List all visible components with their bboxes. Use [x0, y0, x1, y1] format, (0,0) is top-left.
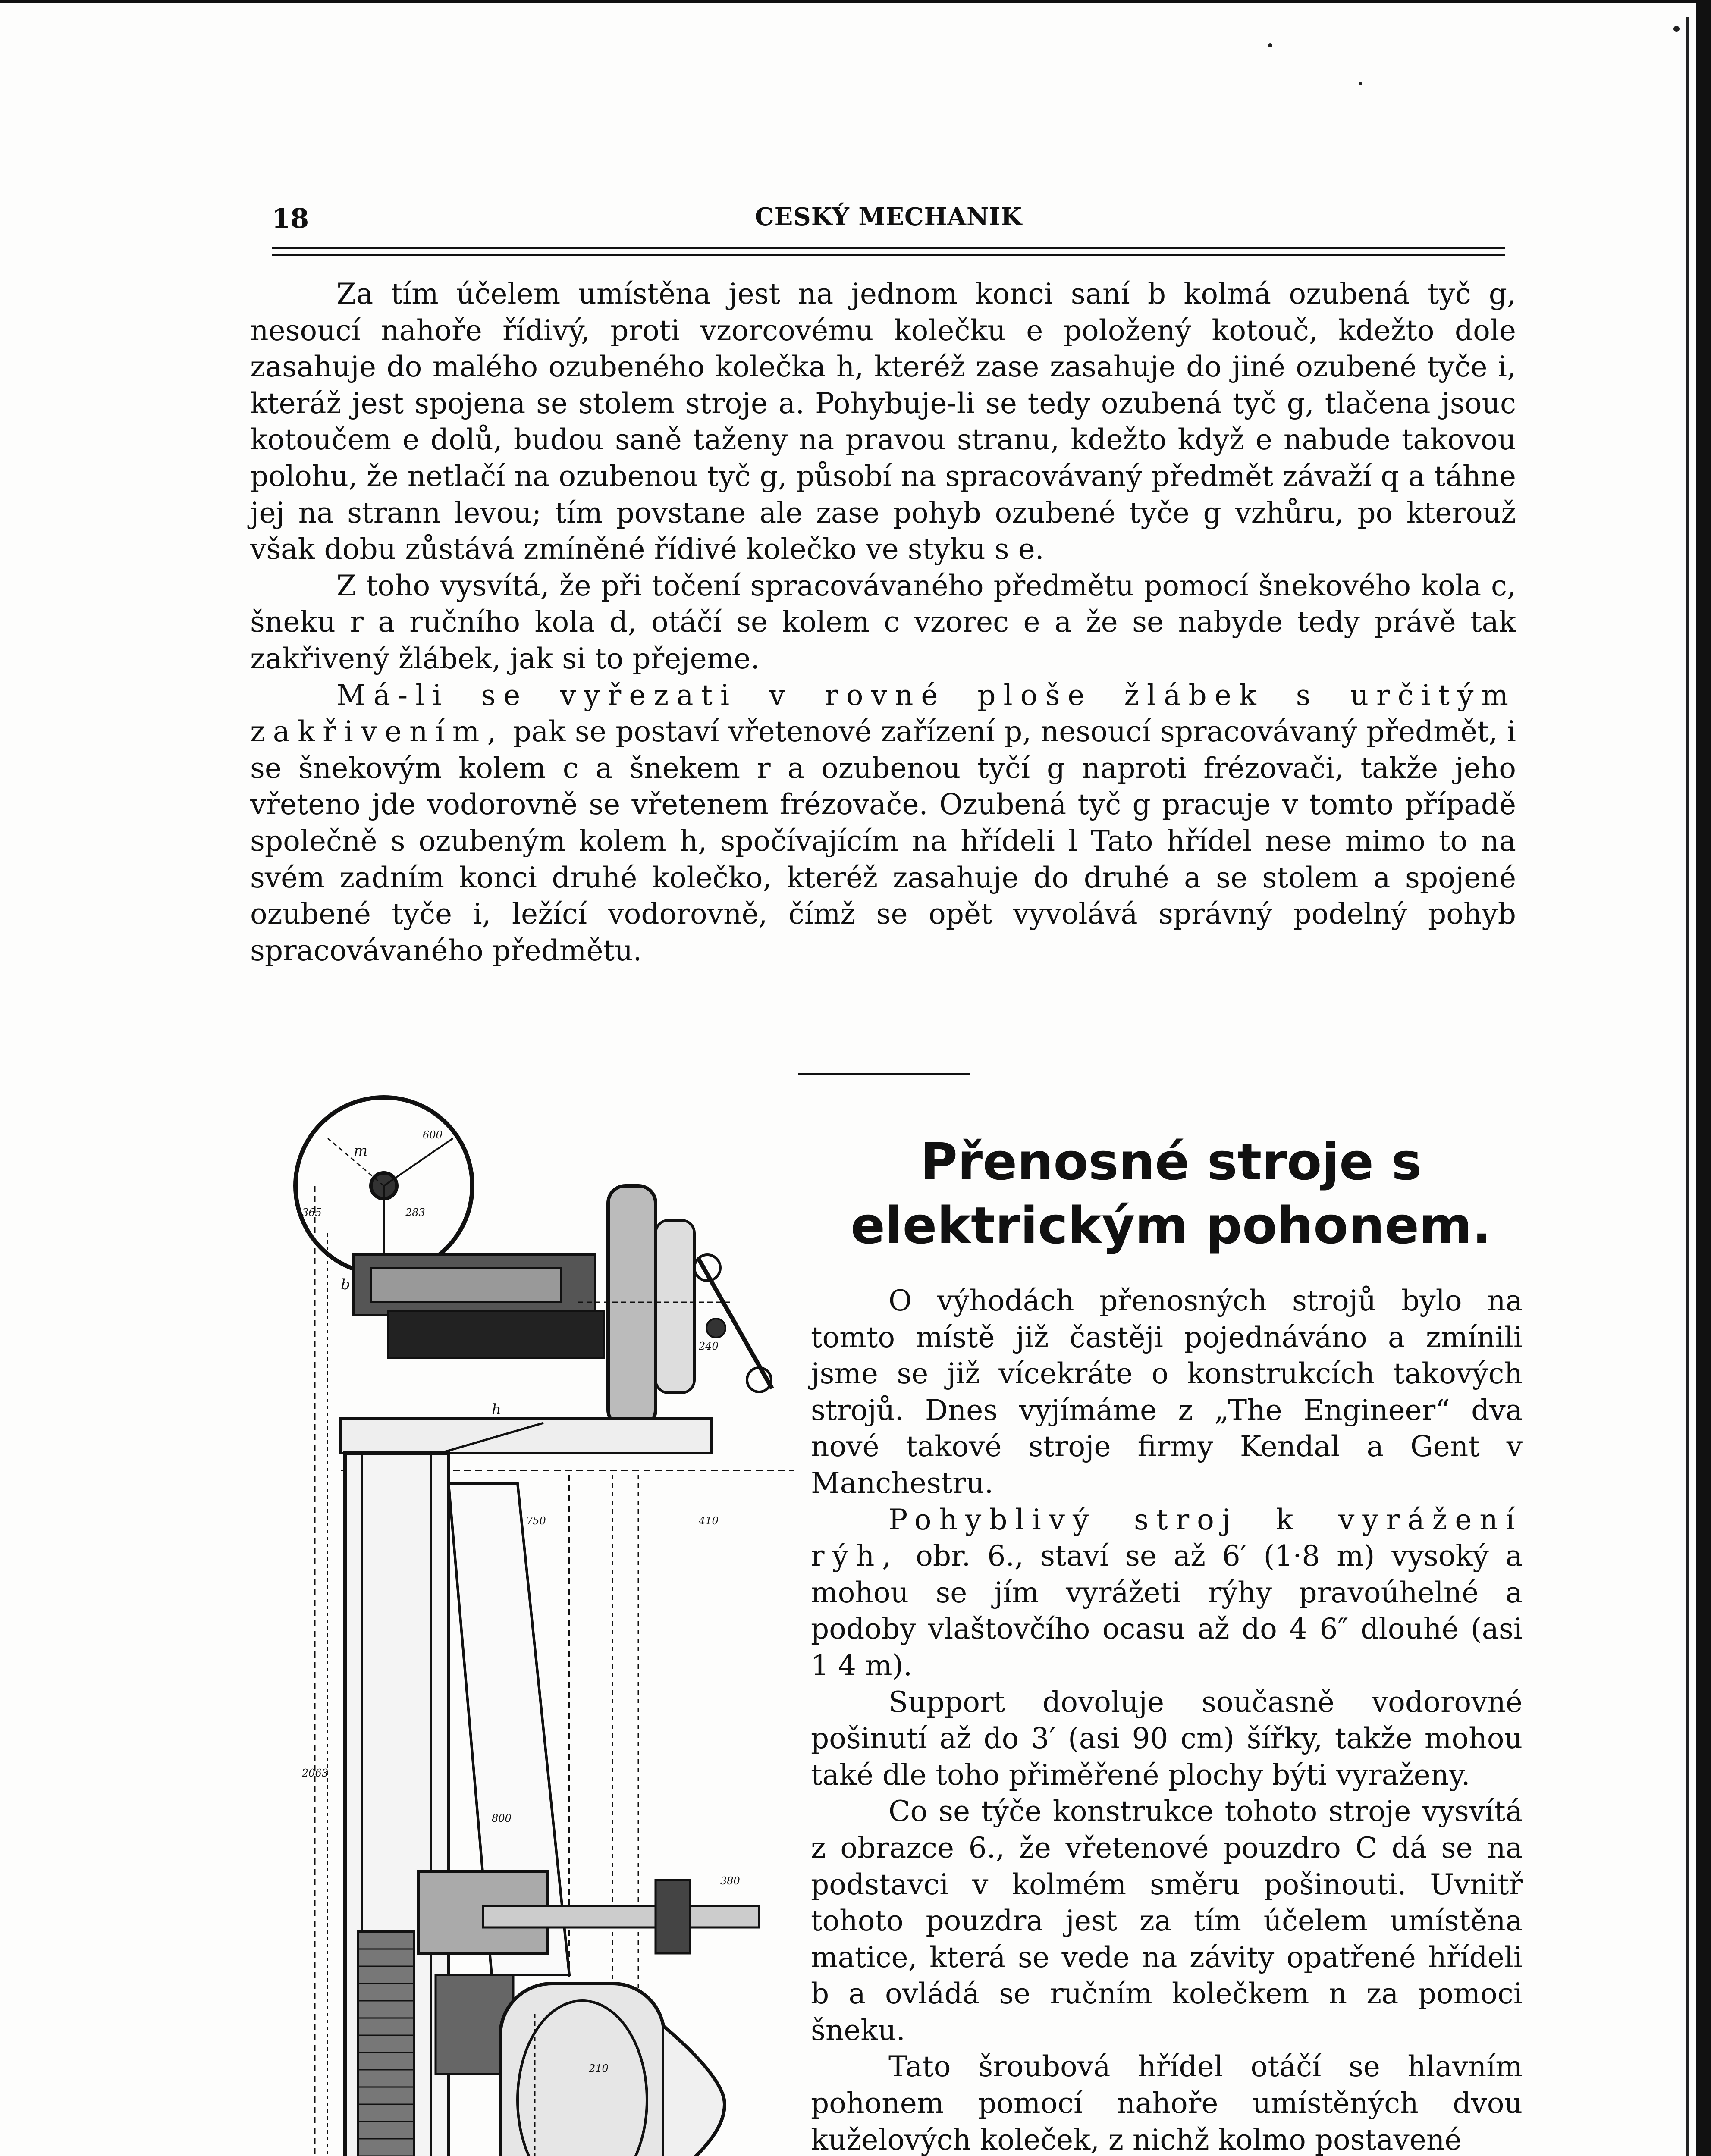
- dim-210: 210: [589, 2062, 609, 2075]
- lower-shaft: [483, 1906, 759, 1927]
- article-paragraph-2-lead: Pohyblivý stroj k vyrážení rýh,: [811, 1503, 1523, 1573]
- dim-600: 600: [423, 1129, 443, 1141]
- header-rule-bottom: [272, 254, 1505, 256]
- running-head: CESKÝ MECHANIK: [755, 203, 1022, 231]
- toothed-rack: [358, 1932, 414, 2156]
- dim-800: 800: [492, 1812, 512, 1824]
- article-paragraph-2: [811, 1502, 1523, 1684]
- article-paragraph-5: Tato šroubová hřídel otáčí se hlavním pohonem pomocí nahoře umístěných dvou kuželových koleček, z nichž kolmo postavené: [811, 2050, 1523, 2156]
- header-rule-top: [272, 247, 1505, 249]
- page-header: [272, 203, 1505, 237]
- article-paragraph-1: O výhodách přenosných strojů bylo na tomto místě již častěji pojednáváno a zmínili jsme se již vícekráte o konstrukcích takových strojů. Dnes vyjímáme z „The Engineer“ dva nové takové stroje firmy Kendal a Gent v Manchestru.: [811, 1284, 1523, 1500]
- scan-speck: [1359, 82, 1362, 85]
- label-b: b: [341, 1276, 350, 1293]
- drive-pulley: [608, 1186, 656, 1427]
- section-divider: [798, 1073, 970, 1075]
- machine-drawing-figure: [276, 1087, 794, 2156]
- dim-240: 240: [699, 1340, 719, 1352]
- paragraph-1: Za tím účelem umístěna jest na jednom konci saní b kolmá ozubená tyč g, nesoucí nahoře řídivý, proti vzorcovému kolečku e položený kotouč, kdežto dole zasahuje do malého ozubeného kolečka h, kteréž zase zasahuje do jiné ozubené tyče i, kteráž jest spojena se stolem stroje a. Pohybuje-li se tedy ozubená tyč g, tlačena jsouc kotoučem e dolů, budou saně taženy na pravou stranu, kdežto když e nabude takovou polohu, že netlačí na ozubenou tyč g, působí na spracovávaný předmět závaží q a táhne jej na strann levou; tím povstane ale zase pohyb ozubené tyče g vzhůru, po kterouž však dobu zůstává zmíněné řídivé kolečko ve styku s e.: [250, 277, 1516, 566]
- label-m: m: [354, 1142, 368, 1159]
- dim-365: 365: [302, 1206, 322, 1219]
- main-text: [250, 276, 1516, 969]
- dim-410: 410: [699, 1515, 719, 1527]
- article-text: [811, 1283, 1523, 2156]
- dim-283: 283: [405, 1206, 425, 1219]
- scan-border-top: [0, 0, 1711, 3]
- paragraph-2: Z toho vysvítá, že při točení spracovávaného předmětu pomocí šnekového kola c, šneku r a ručního kola d, otáčí se kolem c vzorec e a že se nabyde tedy právě tak zakřivený žlábek, jak si to přejeme.: [250, 569, 1516, 675]
- dim-750: 750: [526, 1515, 546, 1527]
- article-paragraph-3: Support dovoluje současně vodorovné pošinutí až do 3′ (asi 90 cm) šířky, takže mohou také dle toho přiměřené plochy býti vyraženy.: [811, 1685, 1523, 1792]
- electric-motor: [500, 1984, 664, 2156]
- dim-380: 380: [720, 1875, 740, 1887]
- scan-border-right-inner: [1686, 17, 1689, 2156]
- paragraph-3: [250, 677, 1516, 969]
- article-paragraph-2-text: obr. 6., staví se až 6′ (1·8 m) vysoký a mohou se jím vyrážeti rýhy pravoúhelné a podoby vlaštovčího ocasu až do 4 6″ dlouhé (asi 1 4 m).: [811, 1539, 1523, 1682]
- dim-2063: 2063: [302, 1767, 329, 1779]
- scan-border-right: [1696, 0, 1711, 2156]
- paragraph-3-text: pak se postaví vřetenové zařízení p, nesoucí spracovávaný předmět, i se šnekovým kolem c a šnekem r a ozubenou tyčí g naproti frézovači, takže jeho vřeteno jde vodorovně se vřetenem frézovače. Ozubená tyč g pracuje v tomto případě společně s ozubeným kolem h, spočívajícím na hřídeli l Tato hřídel nese mimo to na svém zadním konci druhé kolečko, kteréž zasahuje do druhé a se stolem a spojené ozubené tyče i, ležící vodorovně, čímž se opět vyvolává správný podelný pohyb spracovávaného předmětu.: [250, 715, 1516, 967]
- machine-table: [341, 1419, 712, 1453]
- article-paragraph-4: Co se týče konstrukce tohoto stroje vysvítá z obrazce 6., že vřetenové pouzdro C dá se na podstavci v kolmém směru pošinouti. Uvnitř tohoto pouzdra jest za tím účelem umístěna matice, která se vede na závity opatřené hřídeli b a ovládá se ručním kolečkem n za pomoci šneku.: [811, 1795, 1523, 2047]
- paragraph-3-lead: Má-li se vyřezati v rovné ploše žlábek s určitým zakřivením,: [250, 678, 1516, 749]
- article-title: Přenosné stroje s elektrickým pohonem.: [851, 1132, 1491, 1255]
- label-h: h: [492, 1401, 501, 1418]
- scan-speck: [1673, 26, 1680, 32]
- scan-speck: [1268, 43, 1272, 47]
- machine-drawing: [276, 1087, 794, 2156]
- page-number: 18: [272, 203, 309, 234]
